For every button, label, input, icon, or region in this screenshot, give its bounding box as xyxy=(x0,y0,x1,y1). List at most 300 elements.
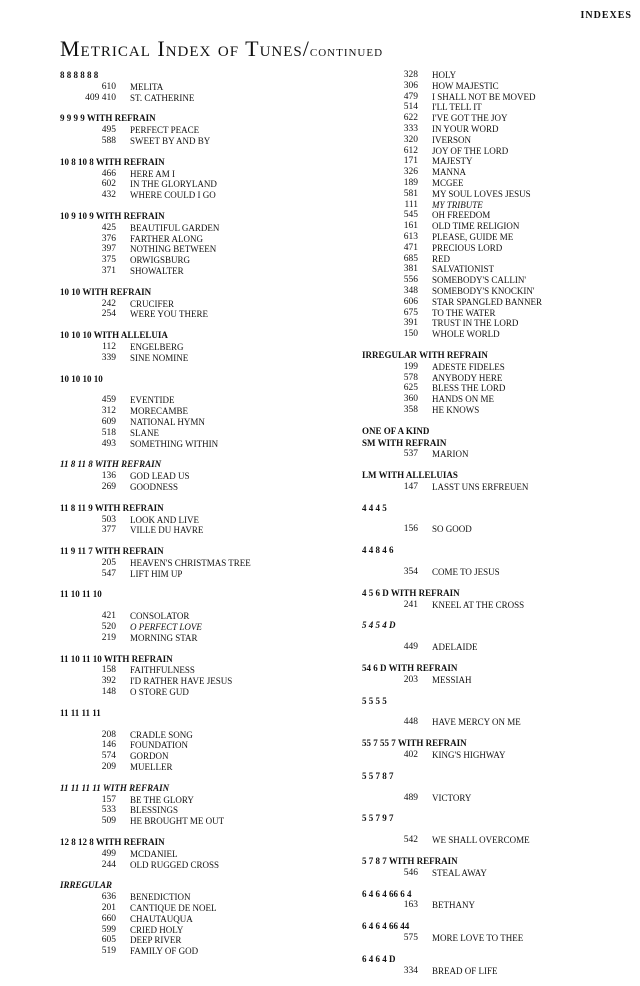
meter-group xyxy=(60,157,330,201)
tune-entry xyxy=(362,373,632,384)
hymn-number: 328 xyxy=(403,70,418,80)
tune-name: MCDANIEL xyxy=(130,848,178,859)
tune-entry xyxy=(362,232,632,243)
tune-entry xyxy=(362,717,632,728)
tune-entry xyxy=(362,900,632,911)
meter-group xyxy=(60,837,330,870)
hymn-number: 503 xyxy=(101,514,116,525)
tune-entry xyxy=(362,189,632,200)
tune-entry xyxy=(362,835,632,846)
hymn-number: 545 xyxy=(403,210,418,221)
meter-heading: 10 8 10 8 WITH REFRAIN xyxy=(60,156,165,167)
meter-group xyxy=(362,503,632,536)
title-main: Metrical Index of Tunes/ xyxy=(60,36,310,61)
tune-entry xyxy=(362,156,632,167)
meter-heading: 12 8 12 8 WITH REFRAIN xyxy=(60,837,165,848)
hymn-number: 448 xyxy=(403,717,418,728)
tune-entry xyxy=(60,234,330,245)
hymn-number: 499 xyxy=(101,848,116,859)
meter-heading: 5 7 8 7 WITH REFRAIN xyxy=(362,856,458,867)
hymn-number: 622 xyxy=(403,113,418,124)
meter-heading: 5 5 7 8 7 xyxy=(362,770,394,781)
meter-heading: LM WITH ALLELUIAS xyxy=(362,470,458,481)
meter-group xyxy=(362,350,632,416)
tune-entry xyxy=(362,524,632,535)
tune-entry xyxy=(60,190,330,201)
tune-name: MORECAMBE xyxy=(130,406,189,417)
hymn-number: 161 xyxy=(403,221,418,232)
meter-heading: 11 8 11 9 WITH REFRAIN xyxy=(60,502,164,513)
tune-entry xyxy=(362,146,632,157)
tune-entry xyxy=(362,264,632,275)
tune-name: NOTHING BETWEEN xyxy=(130,244,217,255)
tune-name: LASST UNS ERFREUEN xyxy=(432,481,529,492)
hymn-number: 606 xyxy=(403,296,418,307)
tune-name: HOLY xyxy=(432,70,457,80)
hymn-number: 146 xyxy=(101,740,116,751)
hymn-number: 242 xyxy=(101,298,116,309)
tune-name: HE KNOWS xyxy=(432,404,480,415)
title-suffix: continued xyxy=(309,44,384,60)
tune-entry xyxy=(60,558,330,569)
meter-heading: 4 5 6 D WITH REFRAIN xyxy=(362,587,460,598)
tune-name: MAJESTY xyxy=(432,156,473,167)
hymn-number: 449 xyxy=(403,642,418,653)
tune-entry xyxy=(60,665,330,676)
meter-group xyxy=(362,545,632,578)
hymn-number: 208 xyxy=(101,729,116,740)
tune-name: OLD RUGGED CROSS xyxy=(130,859,220,870)
tune-entry xyxy=(60,762,330,773)
tune-name: RED xyxy=(432,253,450,264)
meter-group xyxy=(362,663,632,686)
meter-heading: 6 4 6 4 66 6 4 xyxy=(362,888,412,899)
tune-name: CRIED HOLY xyxy=(130,924,184,935)
tune-name: WERE YOU THERE xyxy=(130,309,208,320)
tune-entry xyxy=(362,383,632,394)
tune-name: ANYBODY HERE xyxy=(432,372,503,383)
tune-name: MELITA xyxy=(130,81,164,92)
meter-group xyxy=(60,880,330,957)
tune-name: SWEET BY AND BY xyxy=(130,135,211,146)
tune-name: MCGEE xyxy=(432,177,464,188)
meter-heading: 9 9 9 9 WITH REFRAIN xyxy=(60,113,156,124)
tune-name: MUELLER xyxy=(130,762,173,773)
tune-entry xyxy=(60,676,330,687)
meter-heading: 4 4 4 5 xyxy=(362,502,387,513)
tune-entry xyxy=(362,394,632,405)
tune-name: HERE AM I xyxy=(130,168,175,179)
hymn-number: 360 xyxy=(403,394,418,405)
meter-heading: 11 9 11 7 WITH REFRAIN xyxy=(60,546,164,557)
meter-heading: 8 8 8 8 8 8 xyxy=(60,70,99,80)
hymn-number: 409 410 xyxy=(85,92,116,103)
meter-group xyxy=(60,654,330,698)
hymn-number: 269 xyxy=(101,481,116,492)
tune-entry xyxy=(60,935,330,946)
hymn-number: 392 xyxy=(101,676,116,687)
tune-name: PLEASE, GUIDE ME xyxy=(432,231,514,242)
hymn-number: 575 xyxy=(403,933,418,944)
tune-entry xyxy=(60,266,330,277)
tune-name: O PERFECT LOVE xyxy=(130,622,202,633)
hymn-number: 375 xyxy=(101,255,116,266)
hymn-number: 241 xyxy=(403,599,418,610)
tune-name: SOMETHING WITHIN xyxy=(130,438,219,449)
tune-name: BLESS THE LORD xyxy=(432,383,506,394)
tune-entry xyxy=(60,795,330,806)
hymn-number: 610 xyxy=(101,81,116,92)
hymn-number: 578 xyxy=(403,372,418,383)
hymn-number: 147 xyxy=(403,481,418,492)
tune-entry xyxy=(362,449,632,460)
tune-name: BLESSINGS xyxy=(130,805,179,816)
tune-entry xyxy=(362,308,632,319)
tune-name: SOMEBODY'S KNOCKIN' xyxy=(432,285,535,296)
tune-name: GOODNESS xyxy=(130,481,179,492)
tune-entry xyxy=(362,750,632,761)
tune-name: PRECIOUS LORD xyxy=(432,242,503,253)
tune-name: JOY OF THE LORD xyxy=(432,145,509,156)
section-header: INDEXES xyxy=(580,10,632,21)
tune-entry xyxy=(60,353,330,364)
meter-heading: 10 9 10 9 WITH REFRAIN xyxy=(60,210,165,221)
meter-group xyxy=(60,783,330,827)
hymn-number: 495 xyxy=(101,125,116,136)
meter-heading: 6 4 6 4 66 44 xyxy=(362,921,410,932)
tune-entry xyxy=(60,914,330,925)
tune-name: FAMILY OF GOD xyxy=(130,946,199,957)
tune-name: FARTHER ALONG xyxy=(130,233,204,244)
tune-name: HAVE MERCY ON ME xyxy=(432,717,521,728)
tune-entry xyxy=(362,200,632,211)
tune-entry xyxy=(60,816,330,827)
hymn-number: 533 xyxy=(101,805,116,816)
hymn-number: 376 xyxy=(101,233,116,244)
hymn-number: 209 xyxy=(101,762,116,773)
tune-entry xyxy=(60,169,330,180)
tune-name: ST. CATHERINE xyxy=(130,92,195,103)
tune-entry xyxy=(362,405,632,416)
hymn-number: 612 xyxy=(403,145,418,156)
meter-heading: 55 7 55 7 WITH REFRAIN xyxy=(362,738,467,749)
hymn-number: 189 xyxy=(403,177,418,188)
tune-name: BREAD OF LIFE xyxy=(432,965,498,976)
tune-entry xyxy=(60,569,330,580)
tune-name: OH FREEDOM xyxy=(432,210,491,221)
tune-entry xyxy=(362,642,632,653)
hymn-number: 254 xyxy=(101,309,116,320)
meter-group xyxy=(362,620,632,653)
hymn-number: 509 xyxy=(101,816,116,827)
tune-name: EVENTIDE xyxy=(130,395,175,406)
tune-name: MORE LOVE TO THEE xyxy=(432,933,524,944)
hymn-number: 432 xyxy=(101,190,116,201)
tune-name: BENEDICTION xyxy=(130,892,191,903)
tune-entry xyxy=(362,966,632,977)
hymn-number: 636 xyxy=(101,892,116,903)
hymn-number: 537 xyxy=(403,449,418,460)
tune-entry xyxy=(362,675,632,686)
meter-heading: 6 4 6 4 D xyxy=(362,953,396,964)
tune-entry xyxy=(362,178,632,189)
hymn-number: 459 xyxy=(101,395,116,406)
hymn-number: 112 xyxy=(102,341,116,352)
tune-entry xyxy=(362,92,632,103)
tune-name: SLANE xyxy=(130,427,159,438)
meter-heading: 5 5 7 9 7 xyxy=(362,813,394,824)
hymn-number: 244 xyxy=(101,859,116,870)
hymn-number: 588 xyxy=(101,135,116,146)
hymn-number: 493 xyxy=(101,438,116,449)
hymn-number: 421 xyxy=(101,611,116,622)
hymn-number: 479 xyxy=(403,91,418,102)
hymn-number: 371 xyxy=(101,265,116,276)
hymn-number: 489 xyxy=(403,792,418,803)
tune-name: SALVATIONIST xyxy=(432,264,495,275)
hymn-number: 605 xyxy=(101,935,116,946)
tune-entry xyxy=(362,933,632,944)
tune-name: IVERSON xyxy=(432,134,472,145)
tune-name: IN YOUR WORD xyxy=(432,123,499,134)
tune-name: LIFT HIM UP xyxy=(130,568,183,579)
tune-entry xyxy=(362,297,632,308)
meter-heading: 11 8 11 8 WITH REFRAIN xyxy=(60,459,162,470)
tune-entry xyxy=(362,793,632,804)
tune-entry xyxy=(60,406,330,417)
meter-heading: 11 10 11 10 WITH REFRAIN xyxy=(60,653,173,664)
tune-entry xyxy=(60,805,330,816)
hymn-number: 205 xyxy=(101,557,116,568)
hymn-number: 547 xyxy=(101,568,116,579)
tune-entry xyxy=(60,223,330,234)
tune-name: CRUCIFER xyxy=(130,298,175,309)
tune-name: CHAUTAUQUA xyxy=(130,913,193,924)
meter-group xyxy=(362,588,632,611)
meter-heading: 11 10 11 10 xyxy=(60,589,102,600)
tune-name: SO GOOD xyxy=(432,524,472,535)
tune-name: FOUNDATION xyxy=(130,740,188,751)
tune-name: I'VE GOT THE JOY xyxy=(432,113,508,124)
hymn-number: 150 xyxy=(403,329,418,340)
tune-name: ORWIGSBURG xyxy=(130,255,191,266)
tune-entry xyxy=(362,286,632,297)
hymn-number: 599 xyxy=(101,924,116,935)
tune-name: ENGELBERG xyxy=(130,341,184,352)
hymn-number: 163 xyxy=(403,900,418,911)
tune-entry xyxy=(362,113,632,124)
tune-entry xyxy=(362,124,632,135)
hymn-number: 397 xyxy=(101,244,116,255)
tune-name: HANDS ON ME xyxy=(432,394,495,405)
tune-name: ADESTE FIDELES xyxy=(432,361,505,372)
tune-entry xyxy=(60,471,330,482)
meter-heading: ONE OF A KIND xyxy=(362,425,430,436)
hymn-number: 157 xyxy=(101,794,116,805)
tune-name: GORDON xyxy=(130,751,169,762)
hymn-number: 391 xyxy=(403,318,418,329)
tune-name: COME TO JESUS xyxy=(432,567,500,578)
hymn-number: 685 xyxy=(403,253,418,264)
hymn-number: 148 xyxy=(101,687,116,698)
tune-entry xyxy=(60,751,330,762)
hymn-number: 326 xyxy=(403,167,418,178)
hymn-number: 158 xyxy=(101,665,116,676)
hymn-number: 334 xyxy=(403,965,418,976)
tune-name: CRADLE SONG xyxy=(130,729,193,740)
hymn-number: 199 xyxy=(403,361,418,372)
tune-entry xyxy=(60,179,330,190)
tune-name: CONSOLATOR xyxy=(130,611,190,622)
tune-entry xyxy=(60,892,330,903)
tune-entry xyxy=(362,600,632,611)
tune-entry xyxy=(60,309,330,320)
tune-entry xyxy=(362,362,632,373)
hymn-number: 339 xyxy=(101,352,116,363)
meter-heading: IRREGULAR WITH REFRAIN xyxy=(362,349,488,360)
tune-entry xyxy=(60,136,330,147)
tune-name: MY SOUL LOVES JESUS xyxy=(432,188,531,199)
tune-entry xyxy=(60,611,330,622)
tune-entry xyxy=(60,515,330,526)
meter-group xyxy=(60,211,330,277)
tune-entry xyxy=(60,93,330,104)
tune-entry xyxy=(362,210,632,221)
tune-entry xyxy=(60,622,330,633)
hymn-number: 613 xyxy=(403,231,418,242)
meter-group xyxy=(60,113,330,146)
tune-entry xyxy=(362,70,632,81)
meter-group xyxy=(362,70,632,340)
tune-entry xyxy=(60,439,330,450)
tune-name: DEEP RIVER xyxy=(130,935,182,946)
meter-group xyxy=(362,856,632,879)
tune-entry xyxy=(362,482,632,493)
tune-name: VILLE DU HAVRE xyxy=(130,525,204,536)
tune-name: BEAUTIFUL GARDEN xyxy=(130,222,220,233)
tune-name: MORNING STAR xyxy=(130,632,198,643)
hymn-number: 466 xyxy=(101,168,116,179)
tune-entry xyxy=(362,275,632,286)
meter-group xyxy=(362,696,632,729)
meter-heading: 10 10 10 10 xyxy=(60,373,103,384)
tune-entry xyxy=(362,329,632,340)
hymn-number: 358 xyxy=(403,404,418,415)
hymn-number: 203 xyxy=(403,674,418,685)
tune-entry xyxy=(60,525,330,536)
tune-name: OLD TIME RELIGION xyxy=(432,221,520,232)
tune-name: BE THE GLORY xyxy=(130,794,194,805)
meter-group xyxy=(362,426,632,437)
hymn-number: 402 xyxy=(403,750,418,761)
hymn-number: 136 xyxy=(101,471,116,482)
tune-name: WE SHALL OVERCOME xyxy=(432,835,530,846)
meter-heading: 11 11 11 11 WITH REFRAIN xyxy=(60,782,170,793)
tune-name: PERFECT PEACE xyxy=(130,125,200,136)
hymn-number: 514 xyxy=(403,102,418,113)
tune-entry xyxy=(362,254,632,265)
hymn-number: 312 xyxy=(101,406,116,417)
hymn-number: 425 xyxy=(101,222,116,233)
meter-group xyxy=(362,889,632,912)
tune-name: TO THE WATER xyxy=(432,307,496,318)
tune-name: BETHANY xyxy=(432,900,475,911)
hymn-number: 354 xyxy=(403,567,418,578)
tune-name: STAR SPANGLED BANNER xyxy=(432,296,542,307)
tune-name: CANTIQUE DE NOEL xyxy=(130,903,217,914)
meter-group xyxy=(60,330,330,363)
tune-name: MY TRIBUTE xyxy=(432,199,483,210)
tune-entry xyxy=(362,567,632,578)
hymn-number: 625 xyxy=(403,383,418,394)
hymn-number: 348 xyxy=(403,285,418,296)
tune-name: SINE NOMINE xyxy=(130,352,189,363)
tune-name: FAITHFULNESS xyxy=(130,665,195,676)
hymn-number: 519 xyxy=(101,946,116,957)
page-title xyxy=(60,36,383,62)
hymn-number: 156 xyxy=(403,524,418,535)
tune-entry xyxy=(362,243,632,254)
tune-entry xyxy=(60,342,330,353)
hymn-number: 574 xyxy=(101,751,116,762)
tune-entry xyxy=(60,255,330,266)
tune-name: KING'S HIGHWAY xyxy=(432,750,506,761)
meter-group xyxy=(60,589,330,643)
tune-entry xyxy=(60,482,330,493)
tune-entry xyxy=(60,299,330,310)
tune-entry xyxy=(60,417,330,428)
left-column xyxy=(60,70,330,967)
hymn-number: 542 xyxy=(403,835,418,846)
hymn-number: 171 xyxy=(403,156,418,167)
meter-heading: 54 6 D WITH REFRAIN xyxy=(362,663,458,674)
meter-heading: 5 4 5 4 D xyxy=(362,620,396,631)
hymn-number: 660 xyxy=(101,913,116,924)
hymn-number: 520 xyxy=(101,622,116,633)
meter-group xyxy=(362,954,632,977)
hymn-number: 581 xyxy=(403,188,418,199)
tune-entry xyxy=(362,102,632,113)
tune-name: SOMEBODY'S CALLIN' xyxy=(432,275,526,286)
tune-entry xyxy=(60,740,330,751)
tune-entry xyxy=(60,82,330,93)
meter-group xyxy=(362,813,632,846)
meter-heading: 11 11 11 11 xyxy=(60,707,101,718)
meter-group xyxy=(60,546,330,579)
tune-name: WHERE COULD I GO xyxy=(130,190,216,201)
tune-name: MARION xyxy=(432,449,469,460)
meter-group xyxy=(362,738,632,761)
tune-name: VICTORY xyxy=(432,792,472,803)
meter-heading: 4 4 8 4 6 xyxy=(362,545,394,556)
tune-entry xyxy=(60,849,330,860)
meter-group xyxy=(60,70,330,103)
tune-entry xyxy=(362,167,632,178)
hymn-number: 675 xyxy=(403,307,418,318)
tune-name: HEAVEN'S CHRISTMAS TREE xyxy=(130,557,251,568)
meter-group xyxy=(60,708,330,773)
tune-entry xyxy=(60,730,330,741)
hymn-number: 306 xyxy=(403,80,418,91)
tune-entry xyxy=(362,135,632,146)
meter-group xyxy=(60,287,330,320)
tune-entry xyxy=(60,125,330,136)
hymn-number: 602 xyxy=(101,179,116,190)
tune-entry xyxy=(60,395,330,406)
tune-name: WHOLE WORLD xyxy=(432,329,500,340)
meter-heading: 10 10 WITH REFRAIN xyxy=(60,286,152,297)
meter-group xyxy=(362,921,632,944)
